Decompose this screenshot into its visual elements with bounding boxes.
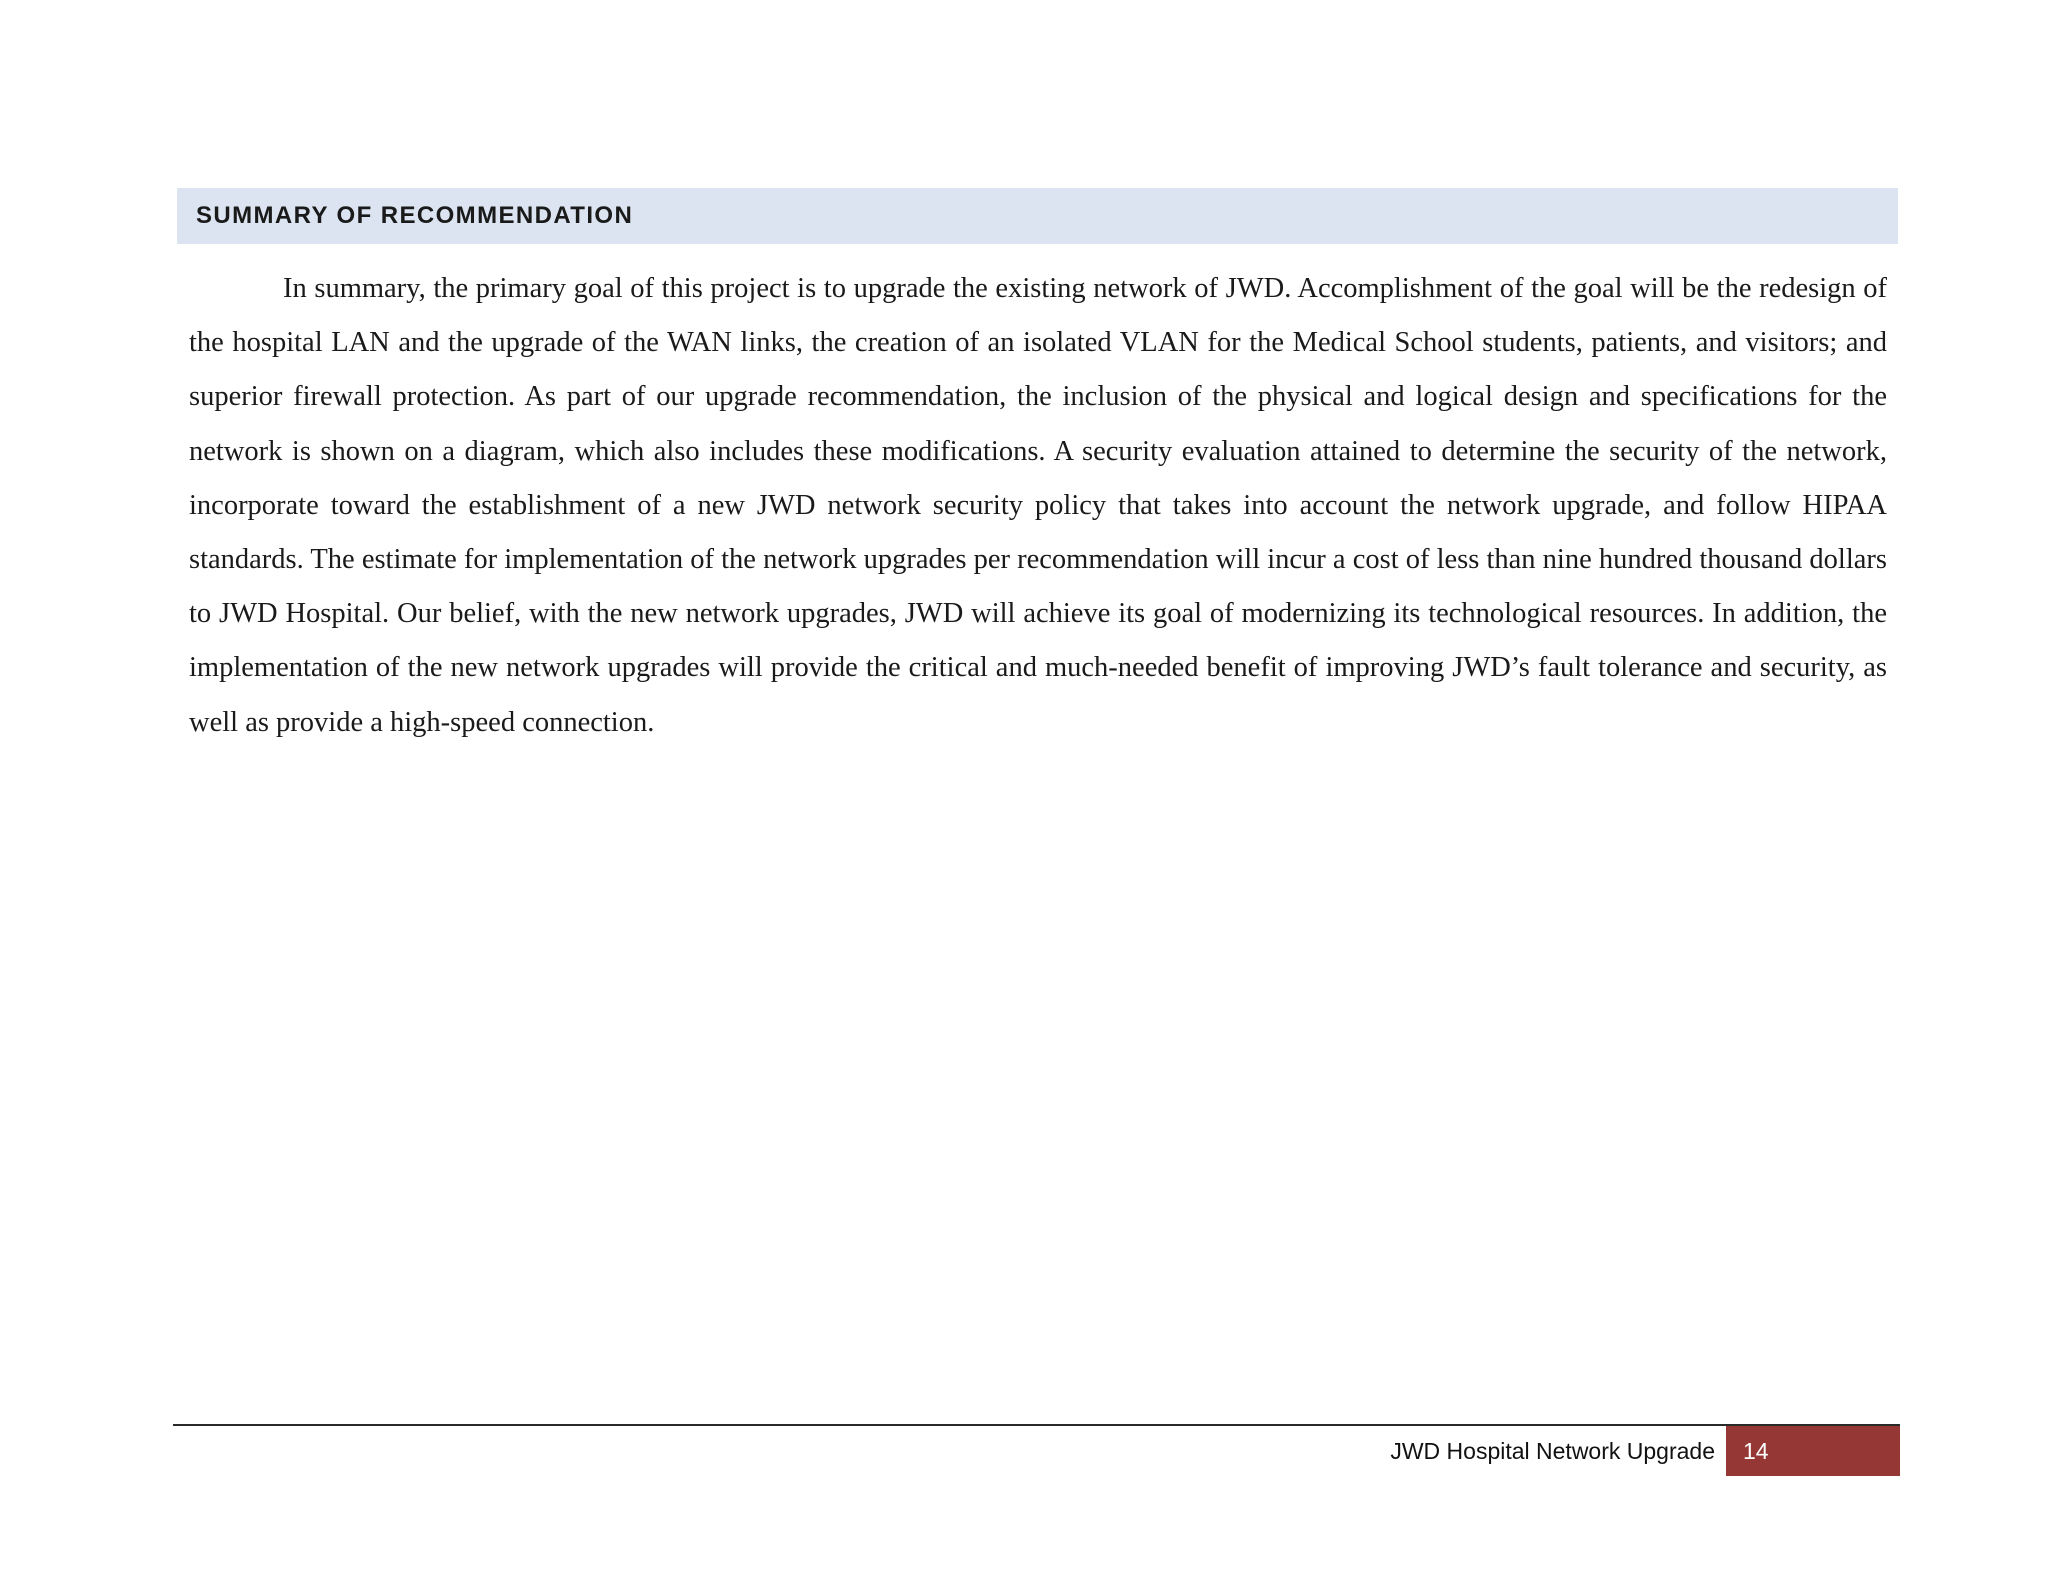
- page-number: 14: [1743, 1438, 1769, 1464]
- page-number-box: [1726, 1426, 1900, 1476]
- summary-paragraph: In summary, the primary goal of this project is to upgrade the existing network of JWD. Accomplishment of the goal will be the redesign of the hospital LAN and the upgrade of the WAN links, the creation of an isolated VLAN for the Medical School students, patients, and visitors; and superior firewall protection. As part of our upgrade recommendation, the inclusion of the physical and logical design and specifications for the network is shown on a diagram, which also includes these modifications. A security evaluation attained to determine the security of the network, incorporate toward the establishment of a new JWD network security policy that takes into account the network upgrade, and follow HIPAA standards. The estimate for implementation of the network upgrades per recommendation will incur a cost of less than nine hundred thousand dollars to JWD Hospital. Our belief, with the new network upgrades, JWD will achieve its goal of modernizing its technological resources. In addition, the implementation of the new network upgrades will provide the critical and much-needed benefit of improving JWD’s fault tolerance and security, as well as provide a high-speed connection.: [189, 273, 1887, 738]
- section-heading: SUMMARY OF RECOMMENDATION: [196, 202, 634, 229]
- footer-document-title: JWD Hospital Network Upgrade: [1390, 1438, 1715, 1464]
- footer-divider: [173, 1424, 1900, 1426]
- section-heading-bar: [177, 188, 1898, 244]
